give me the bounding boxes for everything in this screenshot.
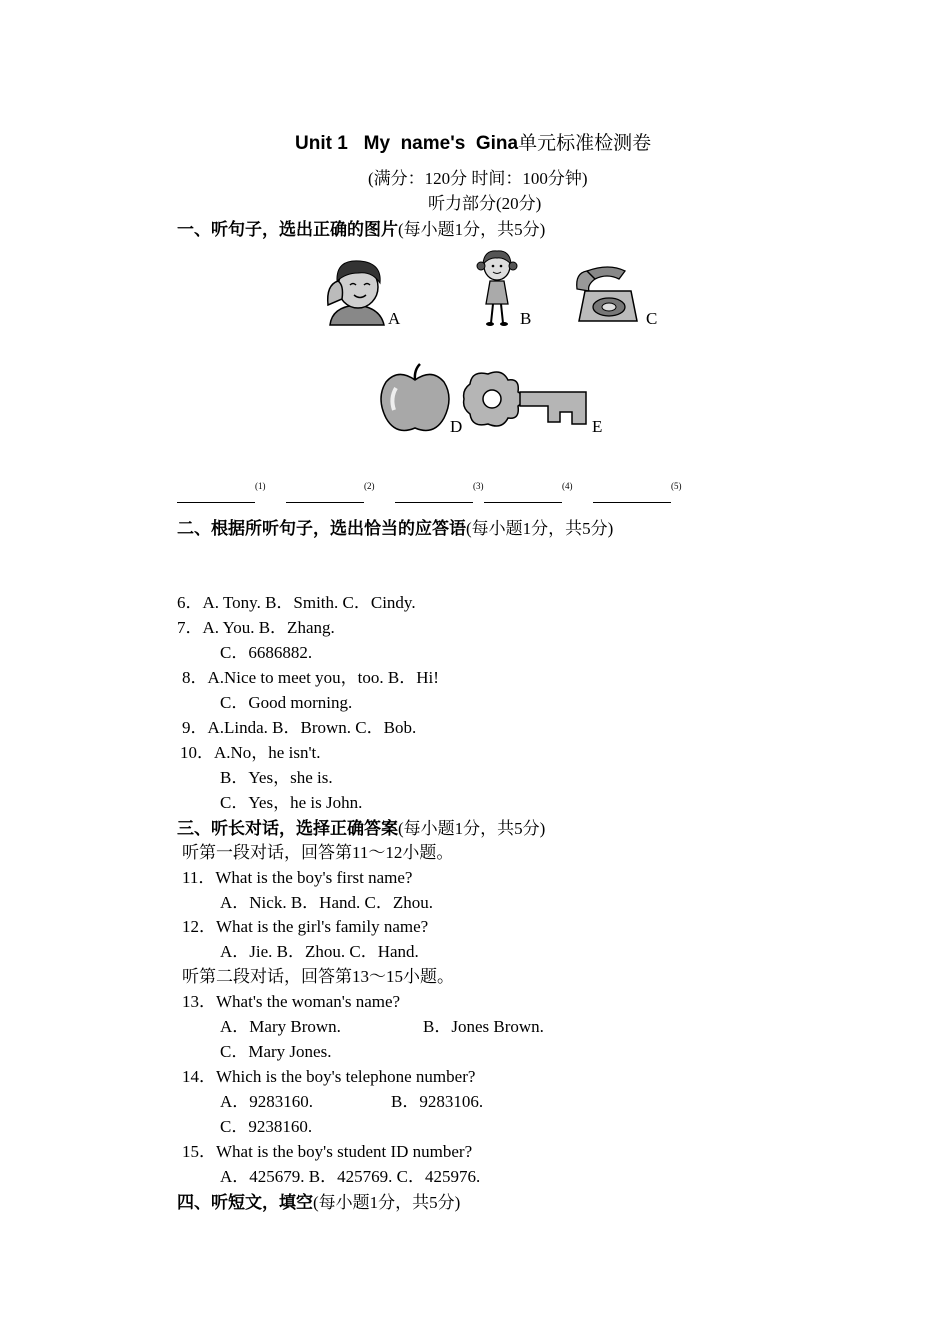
dialogue-2-instruction: 听第二段对话，回答第13～15小题。	[182, 967, 454, 986]
key-icon	[462, 364, 592, 434]
section1-header	[177, 215, 545, 240]
blank-number: (1)	[255, 481, 266, 491]
question-13: 13．What's the woman's name?	[182, 992, 401, 1011]
blank-number: (3)	[473, 481, 484, 491]
question-13-option-a: A．Mary Brown.	[220, 1017, 341, 1036]
title-chinese: 单元标准检测卷	[518, 133, 652, 154]
question-15-options: A．425679. B．425769. C．425976.	[220, 1167, 481, 1186]
picture-label-a: A	[388, 309, 401, 328]
blank-number: (5)	[671, 481, 682, 491]
dialogue-1-instruction: 听第一段对话，回答第11～12小题。	[182, 843, 454, 862]
section4-header	[177, 1188, 460, 1213]
answer-blank-2[interactable]	[286, 481, 375, 512]
picture-label-b: B	[520, 309, 532, 328]
blank-number: (2)	[364, 481, 375, 491]
question-15: 15．What is the boy's student ID number?	[182, 1142, 473, 1161]
answer-blank-4[interactable]	[484, 481, 573, 512]
girl-icon	[474, 248, 520, 328]
listening-part-label: 听力部分(20分)	[428, 194, 542, 213]
question-8-option-c: C．Good morning.	[220, 693, 353, 712]
question-14-option-b: B．9283106.	[391, 1092, 484, 1111]
question-7-option-c: C．6686882.	[220, 643, 313, 662]
apple-icon	[378, 362, 452, 436]
answer-blank-5[interactable]	[593, 481, 682, 512]
picture-label-e: E	[592, 417, 603, 436]
title-english: Unit 1 My name's Gina	[295, 133, 519, 154]
question-13-option-b: B．Jones Brown.	[423, 1017, 544, 1036]
question-14-option-a: A．9283160.	[220, 1092, 314, 1111]
question-13-option-c: C．Mary Jones.	[220, 1042, 332, 1061]
section3-heading: 三、听长对话，选择正确答案	[177, 819, 398, 838]
question-10-option-c: C．Yes，he is John.	[220, 793, 363, 812]
section4-scoring: (每小题1分，共5分)	[313, 1193, 461, 1212]
telephone-icon	[573, 265, 639, 323]
answer-blank-1[interactable]	[177, 481, 266, 512]
question-6: 6．A. Tony. B．Smith. C．Cindy.	[177, 593, 416, 612]
picture-label-c: C	[646, 309, 658, 328]
question-14-option-c: C．9238160.	[220, 1117, 313, 1136]
question-12-options: A．Jie. B．Zhou. C．Hand.	[220, 942, 419, 961]
blank-number: (4)	[562, 481, 573, 491]
section2-header	[177, 514, 613, 539]
question-10-option-b: B．Yes，she is.	[220, 768, 333, 787]
section2-scoring: (每小题1分，共5分)	[466, 519, 614, 538]
question-9: 9．A.Linda. B．Brown. C．Bob.	[182, 718, 417, 737]
score-time: (满分：120分 时间：100分钟)	[368, 169, 588, 188]
question-7: 7．A. You. B．Zhang.	[177, 618, 335, 637]
answer-blank-3[interactable]	[395, 481, 484, 512]
section4-heading: 四、听短文，填空	[177, 1193, 313, 1212]
question-12: 12．What is the girl's family name?	[182, 917, 429, 936]
picture-label-d: D	[450, 417, 463, 436]
section1-scoring: (每小题1分，共5分)	[398, 220, 546, 239]
section3-header	[177, 814, 545, 839]
question-11: 11．What is the boy's first name?	[182, 868, 413, 887]
section3-scoring: (每小题1分，共5分)	[398, 819, 546, 838]
boy-icon	[322, 255, 390, 327]
section2-heading: 二、根据所听句子，选出恰当的应答语	[177, 519, 466, 538]
question-14: 14．Which is the boy's telephone number?	[182, 1067, 476, 1086]
question-10: 10．A.No，he isn't.	[180, 743, 321, 762]
question-8: 8．A.Nice to meet you，too. B．Hi!	[182, 668, 439, 687]
section1-heading: 一、听句子，选出正确的图片	[177, 220, 398, 239]
question-11-options: A．Nick. B．Hand. C．Zhou.	[220, 893, 433, 912]
page-title	[295, 128, 651, 155]
